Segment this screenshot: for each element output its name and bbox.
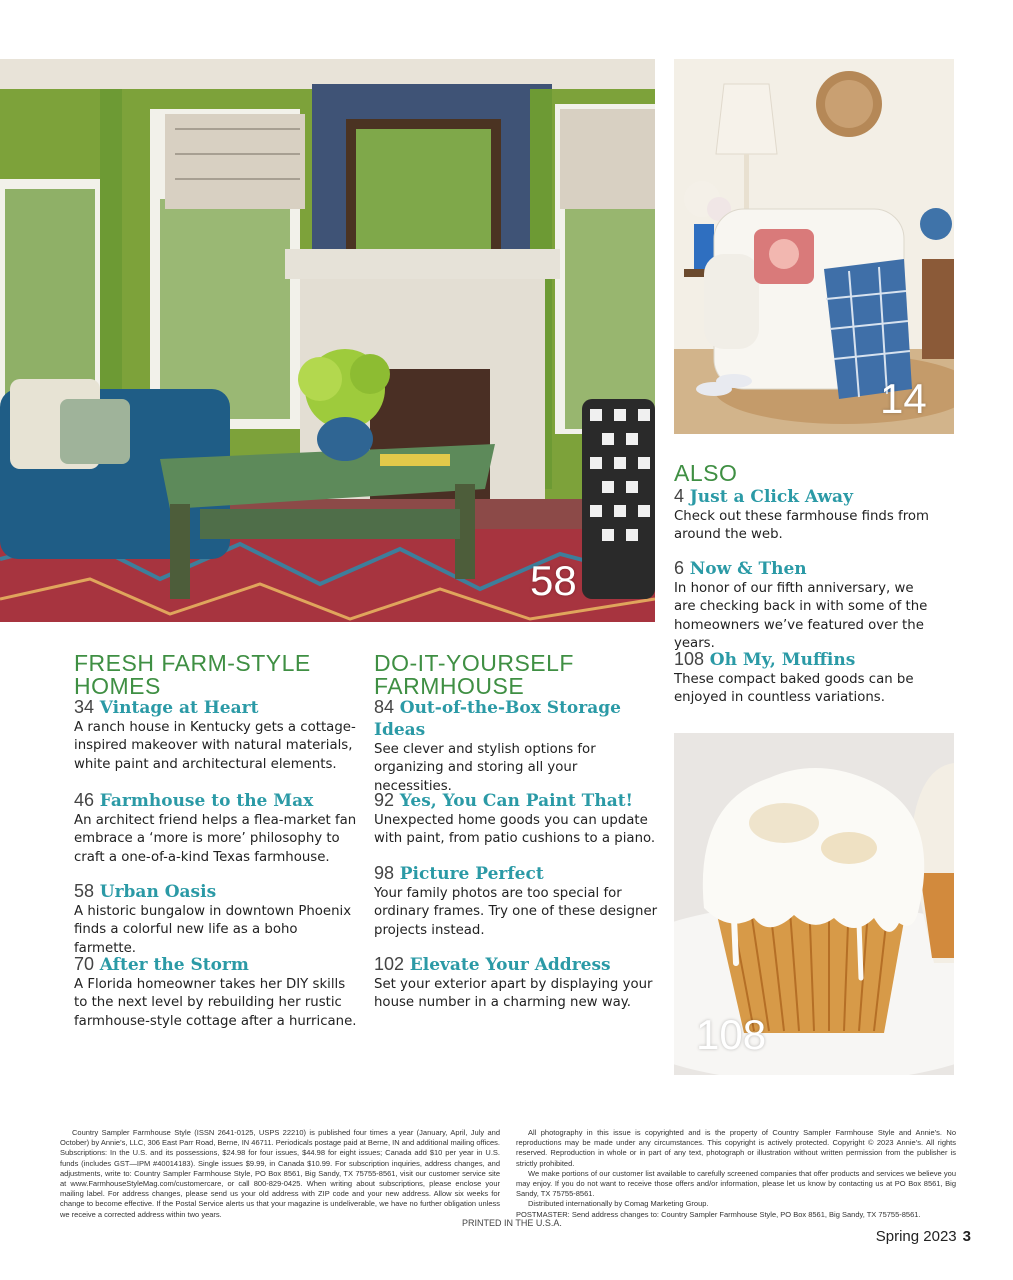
page-number: 84 — [374, 697, 395, 717]
toc-entry-now-and-then[interactable] — [674, 558, 959, 653]
article-title: Now & Then — [689, 559, 807, 579]
article-description: These compact baked goods can be enjoyed in countless variations. — [674, 672, 914, 706]
toc-entry-out-of-the-box-storage-ideas[interactable] — [374, 697, 659, 796]
article-description: An architect friend helps a flea-market fan embrace a ‘more is more’ philosophy to craft a one-of-a-kind Texas farmhouse. — [74, 813, 357, 865]
article-description: A historic bungalow in downtown Phoenix finds a colorful new life as a boho farmette. — [74, 904, 352, 956]
toc-entry-just-a-click-away[interactable] — [674, 486, 959, 545]
page-number: 70 — [74, 954, 95, 974]
toc-entry-yes-you-can-paint-that[interactable] — [374, 790, 659, 849]
toc-entry-after-the-storm[interactable] — [74, 954, 359, 1031]
page-number: 4 — [674, 486, 685, 506]
article-description: A ranch house in Kentucky gets a cottage- inspired makeover with natural materials, white paint and architectural elements. — [74, 720, 356, 772]
article-description: Your family photos are too special for ordinary frames. Try one of these designer projects instead. — [374, 886, 658, 938]
section-heading-also: ALSO — [674, 460, 738, 486]
article-title-continued: Ideas — [374, 720, 426, 740]
toc-entry-elevate-your-address[interactable] — [374, 954, 659, 1013]
article-title: Vintage at Heart — [99, 698, 259, 718]
article-title: Urban Oasis — [99, 882, 217, 902]
toc-entry-oh-my-muffins[interactable] — [674, 649, 959, 708]
article-title: Just a Click Away — [689, 487, 853, 507]
article-description: In honor of our fifth anniversary, we are checking back in with some of the homeowners we’ve featured over the years. — [674, 581, 928, 651]
page-folio — [876, 1228, 971, 1245]
page-number: 92 — [374, 790, 395, 810]
toc-entry-farmhouse-to-the-max[interactable] — [74, 790, 359, 867]
article-description: See clever and stylish options for organizing and storing all your necessities. — [374, 742, 596, 794]
article-title: Elevate Your Address — [409, 955, 611, 975]
toc-entry-urban-oasis[interactable] — [74, 881, 359, 958]
printed-in-usa: PRINTED IN THE U.S.A. — [462, 1218, 562, 1228]
toc-entry-vintage-at-heart[interactable] — [74, 697, 359, 774]
section-heading-fresh-farm-style-homes: FRESH FARM-STYLE HOMES — [74, 650, 311, 699]
article-description: Set your exterior apart by displaying your house number in a charming new way. — [374, 977, 653, 1011]
page-number: 98 — [374, 863, 395, 883]
armchair-photo — [674, 59, 954, 434]
page-number: 108 — [674, 649, 705, 669]
page-number-overlay: 58 — [530, 557, 577, 604]
article-title: Oh My, Muffins — [709, 650, 856, 670]
article-title: Picture Perfect — [399, 864, 544, 884]
page-number: 34 — [74, 697, 95, 717]
issue-label: Spring 2023 — [875, 1228, 957, 1245]
article-title: Out-of-the-Box Storage — [399, 698, 621, 718]
section-heading-do-it-yourself-farmhouse: DO-IT-YOURSELF FARMHOUSE — [374, 650, 574, 699]
copyright-notice: All photography in this issue is copyrighted and is the property of Country Sampler Farmhouse Style and Annie’s. No reproductions may be made under any circumstances. This copyright is actively protected. Copyright © 2023 Annie’s. All rights reserved. Reproduction in whole or in part of any text, photograph or illustration without written permission from the publisher is strictly prohibited. We make portions of our customer list available to carefully screened companies that offer products and services we believe you may enjoy. If you do not want to receive those offers and/or information, please let us know by contacting us at PO Box 8561, Big Sandy, TX 75755-8561. Distributed internationally by Comag Marketing Group. POSTMASTER: Send address changes to: Country Sampler Farmhouse Style, PO Box 8561, Big Sandy, TX 75755-8561. — [516, 1128, 956, 1219]
living-room-photo — [0, 59, 655, 622]
folio-page-number: 3 — [962, 1228, 971, 1245]
article-title: Farmhouse to the Max — [99, 791, 314, 811]
muffins-photo — [674, 733, 954, 1075]
page-number: 46 — [74, 790, 95, 810]
article-title: After the Storm — [99, 955, 249, 975]
page-number: 102 — [374, 954, 405, 974]
article-description: Check out these farmhouse finds from around the web. — [674, 509, 929, 543]
toc-entry-picture-perfect[interactable] — [374, 863, 659, 940]
article-description: Unexpected home goods you can update with paint, from patio cushions to a piano. — [374, 813, 656, 847]
page-number: 6 — [674, 558, 685, 578]
publication-info: Country Sampler Farmhouse Style (ISSN 2641-0125, USPS 22210) is published four times a year (January, April, July and October) by Annie’s, LLC, 306 East Parr Road, Berne, IN 46711. Periodicals postage paid at Berne, IN and additional mailing offices. Subscriptions: In the U.S. and its possessions, $24.98 for four issues, $44.98 for eight issues; Canada add $10 per year in U.S. funds (includes GST—IPM #40014183). Single issues $9.99, in Canada $10.99. For subscription inquiries, address changes, and adjustments, write to: Country Sampler Farmhouse Style, PO Box 8561, Big Sandy, TX 75755-8561, visit our customer service site at www.FarmhouseStyleMag.com/customercare, or call 800-829-0425. When writing about subscriptions, please enclose your mailing label. For address changes, please send us your old address with ZIP code and your new address. Allow six weeks for change to become effective. If the Postal Service alerts us that your magazine is undeliverable, we have no further obligation unless we receive a corrected address within two years. — [60, 1128, 500, 1219]
article-title: Yes, You Can Paint That! — [399, 791, 634, 811]
page-number: 58 — [74, 881, 95, 901]
article-description: A Florida homeowner takes her DIY skills to the next level by rebuilding her rustic farmhouse-style cottage after a hurricane. — [74, 977, 357, 1029]
page-number-overlay: 14 — [880, 375, 927, 422]
page-number-overlay: 108 — [696, 1011, 767, 1058]
